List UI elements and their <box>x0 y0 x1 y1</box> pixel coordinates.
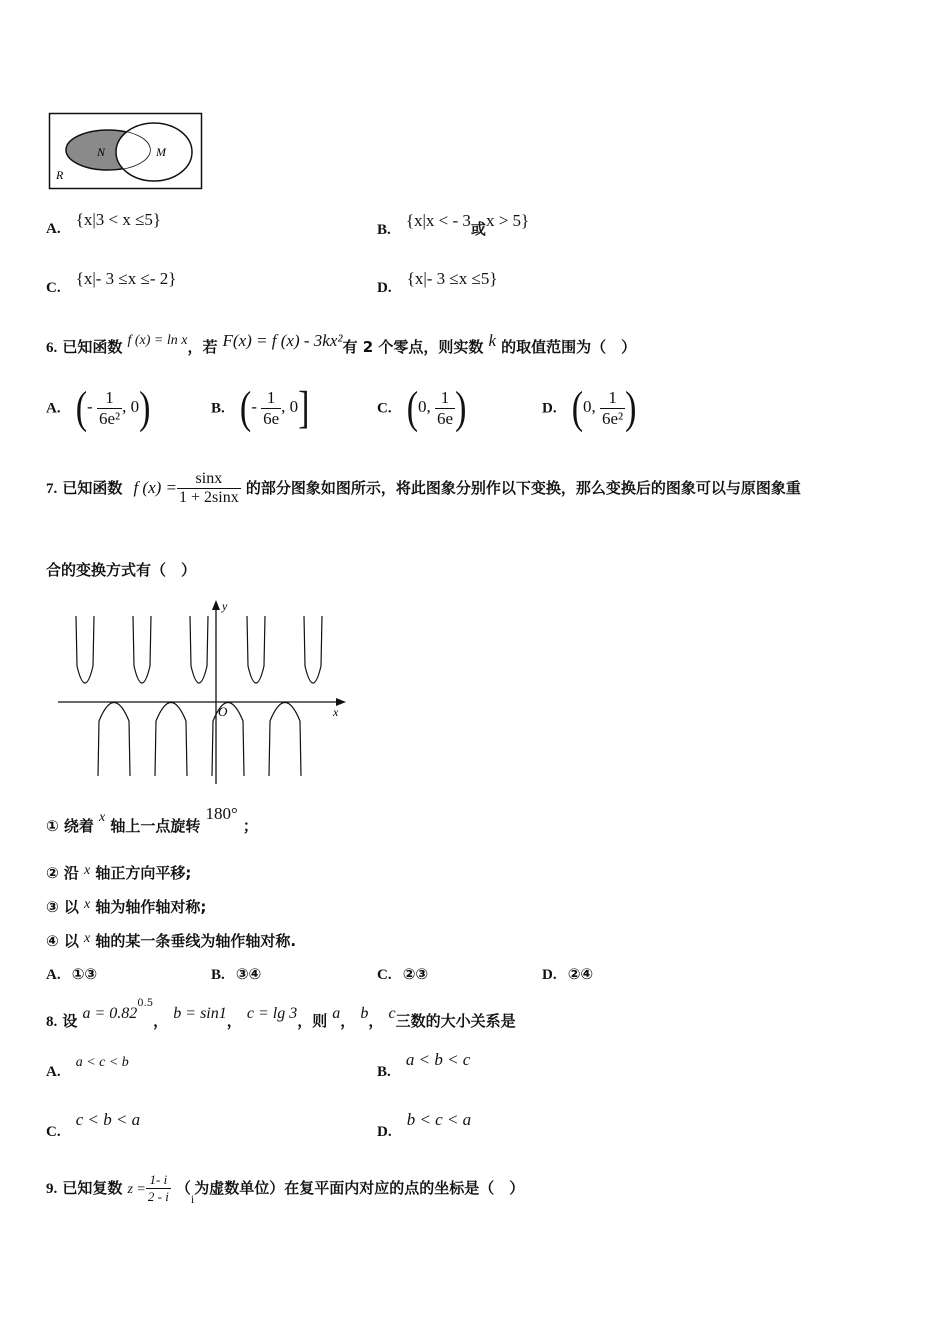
set-r-label: R <box>56 168 64 182</box>
q7-option-d[interactable]: D. ②④ <box>542 965 594 983</box>
q6-option-d[interactable]: D. (0, $\frac{1}{\text{6e²}}$ ) <box>542 382 637 433</box>
q8-option-d[interactable]: D. b < c < a <box>377 1110 472 1140</box>
q7-function-graph <box>56 596 352 788</box>
origin-label: O <box>218 704 228 719</box>
y-axis-arrow <box>212 600 220 610</box>
set-m-label: M <box>156 145 166 159</box>
q5-option-a-text: {x|3 < x ≤5} <box>75 210 162 229</box>
q7-statement-1: ① 绕着 x 轴上一点旋转 180° ； <box>46 804 258 835</box>
y-axis-label: y <box>222 599 228 613</box>
q5-option-a[interactable]: A. {x|3 < x ≤5} <box>46 210 162 237</box>
q7-option-a[interactable]: A. ①③ <box>46 965 98 983</box>
q6-option-a[interactable]: A. (- $\frac{1}{\text{6e²}}$ , 0) <box>46 382 151 433</box>
q8-option-a[interactable]: A. a < c < b <box>46 1055 129 1080</box>
q7-option-c[interactable]: C. ②③ <box>377 965 429 983</box>
venn-diagram <box>48 112 204 192</box>
q6-option-b[interactable]: B. (- $\frac{1}{6e}$ , 0] <box>211 382 310 433</box>
q7-option-b[interactable]: B. ③④ <box>211 965 262 983</box>
question-7-stem-cont: 合的变换方式有（ ） <box>46 561 197 579</box>
q5-option-c[interactable]: C. {x|- 3 ≤x ≤- 2} <box>46 269 177 296</box>
set-n-label: N <box>97 145 106 159</box>
q6-option-c[interactable]: C. (0, $\frac{1}{6e}$ ) <box>377 382 467 433</box>
x-axis-label: x <box>333 705 339 719</box>
question-9-stem: 9. 已知复数 z = $\frac{1- i}{2 - i}$ （$_i$为虚数单位）在复平面内对应的点的坐标是（ ） <box>46 1172 525 1206</box>
question-6-stem: 6. 已知函数 f (x) = ln x，若 F(x) = f (x) - 3kx²有 2 个零点，则实数 k 的取值范围为（ ） <box>46 331 637 356</box>
q7-statement-4: ④ 以 x 轴的某一条垂线为轴作轴对称. <box>46 931 297 950</box>
graph-curves <box>76 616 322 776</box>
q7-statement-2: ② 沿 x 轴正方向平移; <box>46 863 192 882</box>
question-8-stem: 8. 设 $a = 0.82^{0.5}$， b = sin1， c = lg 3，则 a， b， c三数的大小关系是 <box>46 997 516 1030</box>
q5-option-b[interactable]: B. {x|x < - 3或x > 5} <box>377 211 530 238</box>
q7-statement-3: ③ 以 x 轴为轴作轴对称; <box>46 897 207 916</box>
question-7-stem: 7. 已知函数 f (x) = $\frac{\sin x}{1 + 2\sin x}$ 的部分图象如图所示，将此图象分别作以下变换，那么变换后的图象可以与原图象重 <box>46 470 801 506</box>
q5-option-d[interactable]: D. {x|- 3 ≤x ≤5} <box>377 269 498 296</box>
q8-option-b[interactable]: B. a < b < c <box>377 1050 471 1080</box>
q8-option-c[interactable]: C. c < b < a <box>46 1110 141 1140</box>
